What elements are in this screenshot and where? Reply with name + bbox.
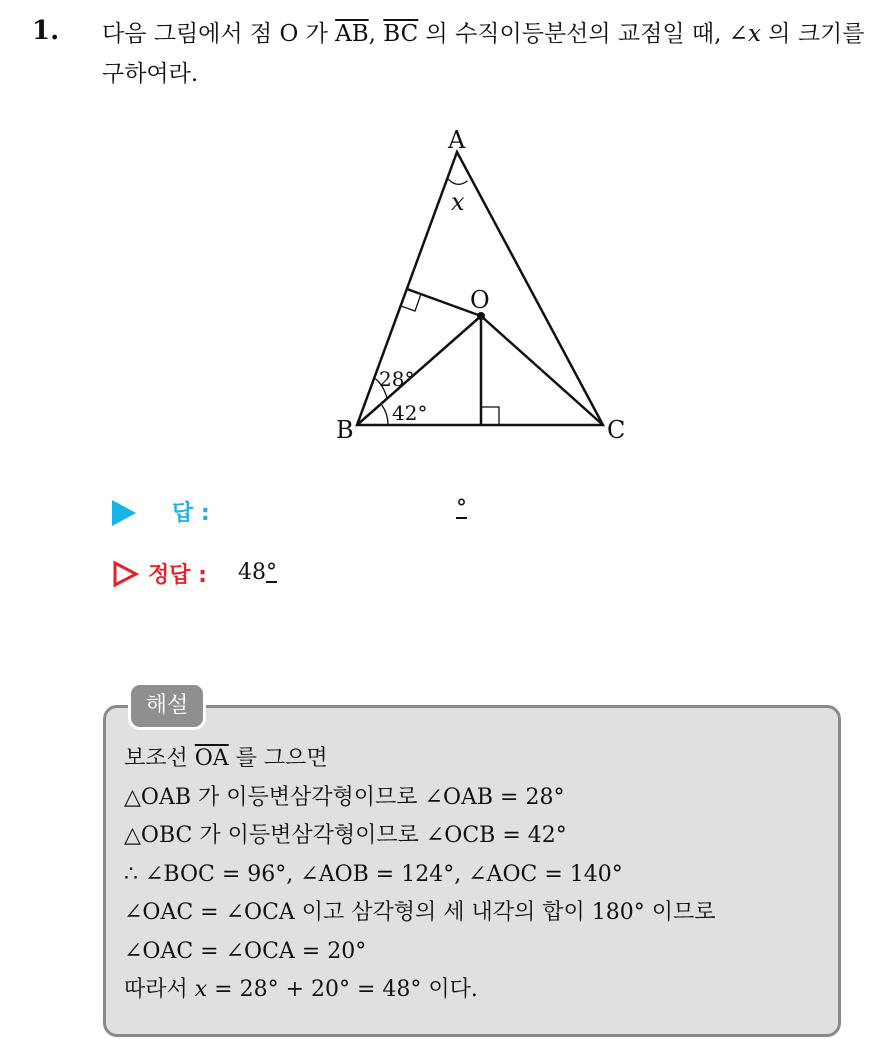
- solution-lines: [124, 740, 836, 1010]
- triangle-figure: [320, 118, 640, 458]
- question-text-pre: 다음 그림에서 점 O 가: [102, 21, 336, 47]
- solution-line-7-post: = 28° + 20° = 48° 이다.: [207, 977, 478, 1002]
- solution-tag: 해설: [128, 682, 206, 730]
- label-a: A: [448, 126, 466, 154]
- label-o: O: [470, 286, 490, 314]
- label-c: C: [607, 416, 626, 444]
- variable-x: x: [748, 21, 761, 47]
- angle-arc-x: [447, 178, 467, 184]
- solution-line-7: [124, 971, 836, 1010]
- answer-label: 답 :: [172, 501, 210, 526]
- correct-answer-unit: °: [266, 560, 277, 585]
- label-x: x: [451, 188, 465, 216]
- correct-answer-label: 정답 :: [148, 563, 207, 588]
- solution-line-1-pre: 보조선: [124, 746, 195, 771]
- label-b: B: [336, 416, 354, 444]
- solution-line-4: ∴ ∠BOC = 96°, ∠AOB = 124°, ∠AOC = 140°: [124, 861, 623, 887]
- angle-arc-42: [381, 404, 388, 425]
- correct-answer-row: [112, 556, 532, 596]
- solution-variable-x: x: [194, 977, 208, 1002]
- solution-line-6: ∠OAC = ∠OCA = 20°: [124, 938, 367, 964]
- segment-bc: $\overline{BC}$: [383, 21, 419, 47]
- label-angle-42: 42°: [392, 401, 428, 425]
- question-text-mid: 의 수직이등분선의 교점일 때,: [418, 21, 729, 47]
- solution-line-3: △OBC 가 이등변삼각형이므로 ∠OCB = 42°: [124, 823, 567, 848]
- question-sep: ,: [368, 21, 384, 47]
- segment-oa: $\overline{OA}$: [194, 746, 229, 771]
- question-text-post: 의 크기를 구하여라.: [102, 21, 865, 87]
- correct-answer-number: 48: [238, 560, 266, 585]
- play-triangle-icon: [112, 500, 136, 526]
- solution-line-1: [124, 740, 836, 779]
- solution-line-1-post: 를 그으면: [228, 746, 328, 771]
- label-angle-28: 28°: [379, 367, 415, 391]
- answer-unit: °: [456, 496, 467, 521]
- correct-answer-value: [238, 560, 277, 585]
- question-text: [102, 14, 872, 94]
- solution-line-2: △OAB 가 이등변삼각형이므로 ∠OAB = 28°: [124, 784, 565, 810]
- answer-row: [112, 494, 532, 534]
- segment-ab: $\overline{AB}$: [335, 21, 369, 47]
- solution-line-7-pre: 따라서: [124, 977, 195, 1002]
- angle-symbol: ∠: [728, 21, 748, 47]
- solution-line-5: ∠OAC = ∠OCA 이고 삼각형의 세 내각의 합이 180° 이므로: [124, 900, 716, 925]
- play-triangle-outline-icon: [112, 560, 140, 588]
- question-number: 1.: [32, 16, 60, 46]
- right-angle-mark-bc: [481, 407, 499, 425]
